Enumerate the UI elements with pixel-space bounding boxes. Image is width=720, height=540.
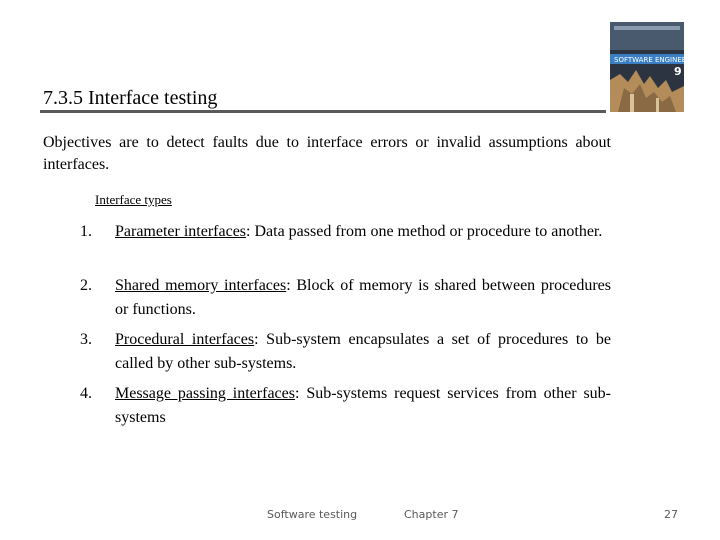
objectives-paragraph: Objectives are to detect faults due to interface errors or invalid assumptions about interfaces. (43, 134, 611, 173)
list-item-term: Message passing interfaces (115, 385, 295, 402)
list-item-number: 2. (80, 277, 92, 294)
title-underline (40, 110, 606, 113)
list-item-description: : Sub-system encapsulates a set of procedures to be called by other sub-systems. (115, 331, 612, 372)
list-item-number: 1. (80, 223, 92, 240)
list-item-text (115, 220, 611, 244)
cover-title-text: SOFTWARE ENGINEERING (614, 56, 704, 64)
slide-title: 7.3.5 Interface testing (43, 87, 218, 109)
list-item-term: Procedural interfaces (115, 331, 255, 348)
list-item-number: 4. (80, 385, 92, 402)
list-item-text (115, 328, 611, 376)
cover-edition-number: 9 (674, 65, 682, 78)
list-item-text (115, 274, 611, 322)
interface-types-heading: Interface types (95, 192, 172, 207)
page-number: 27 (664, 508, 678, 521)
book-cover-image (610, 22, 704, 112)
list-item-description: : Sub-systems request services from other sub-systems (115, 385, 611, 426)
footer-topic: Software testing (267, 508, 358, 521)
list-item-text (115, 382, 611, 430)
book-cover-art (610, 22, 704, 112)
list-item-number: 3. (80, 331, 92, 348)
list-item-description: : Block of memory is shared between procedures or functions. (115, 277, 612, 318)
footer-chapter: Chapter 7 (404, 508, 459, 521)
list-item-description: : Data passed from one method or procedure to another. (246, 223, 603, 240)
list-item-term: Parameter interfaces (115, 223, 247, 240)
list-item-term: Shared memory interfaces (115, 277, 287, 294)
